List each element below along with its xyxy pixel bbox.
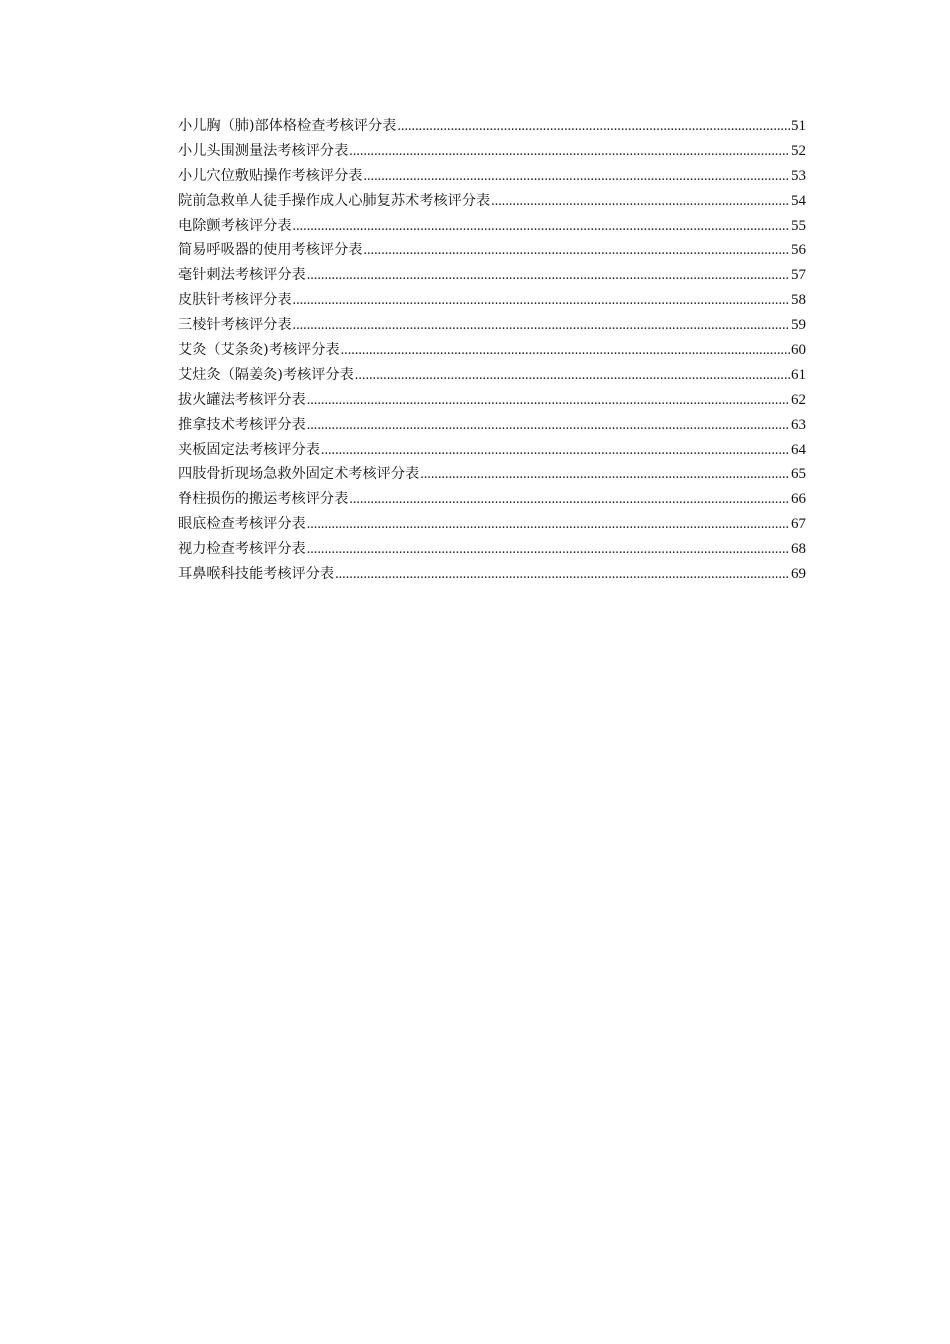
toc-entry-title: 夹板固定法考核评分表 [178, 441, 320, 458]
toc-entry-page: 63 [791, 416, 806, 433]
toc-dot-leader [321, 438, 790, 463]
toc-entry-page: 58 [791, 292, 806, 309]
toc-entry[interactable] [178, 238, 806, 263]
toc-entry[interactable] [178, 189, 806, 214]
toc-entry-page: 66 [791, 491, 806, 508]
toc-entry[interactable] [178, 164, 806, 189]
toc-entry-title: 电除颤考核评分表 [178, 217, 292, 234]
toc-entry-title: 拔火罐法考核评分表 [178, 391, 306, 408]
toc-entry[interactable] [178, 288, 806, 313]
toc-dot-leader [397, 114, 790, 139]
toc-entry[interactable] [178, 487, 806, 512]
toc-entry-title: 毫针刺法考核评分表 [178, 267, 306, 284]
toc-dot-leader [349, 487, 790, 512]
toc-entry-title: 艾灸（艾条灸)考核评分表 [178, 342, 340, 359]
toc-dot-leader [307, 537, 790, 562]
toc-entry-page: 69 [791, 566, 806, 583]
toc-entry-title: 小儿穴位敷贴操作考核评分表 [178, 167, 363, 184]
toc-entry[interactable] [178, 537, 806, 562]
toc-entry-page: 65 [791, 466, 806, 483]
toc-entry[interactable] [178, 388, 806, 413]
toc-entry-page: 64 [791, 441, 806, 458]
toc-entry-page: 62 [791, 391, 806, 408]
toc-entry-page: 56 [791, 242, 806, 259]
toc-entry-page: 53 [791, 167, 806, 184]
toc-entry-title: 艾炷灸（隔姜灸)考核评分表 [178, 366, 354, 383]
toc-entry[interactable] [178, 562, 806, 587]
table-of-contents [178, 114, 806, 587]
toc-entry-page: 55 [791, 217, 806, 234]
toc-dot-leader [307, 388, 790, 413]
toc-entry-page: 59 [791, 317, 806, 334]
toc-entry-page: 57 [791, 267, 806, 284]
toc-entry[interactable] [178, 512, 806, 537]
toc-entry[interactable] [178, 114, 806, 139]
toc-dot-leader [307, 413, 790, 438]
toc-dot-leader [491, 189, 790, 214]
toc-entry-title: 小儿胸（肺)部体格检查考核评分表 [178, 118, 397, 134]
toc-dot-leader [293, 313, 790, 338]
toc-dot-leader [307, 512, 790, 537]
toc-entry-page: 67 [791, 516, 806, 533]
toc-entry[interactable] [178, 214, 806, 239]
toc-dot-leader [363, 238, 790, 263]
toc-entry-page: 52 [791, 142, 806, 159]
toc-entry-title: 耳鼻喉科技能考核评分表 [178, 566, 335, 583]
toc-dot-leader [363, 164, 790, 189]
toc-entry-title: 脊柱损伤的搬运考核评分表 [178, 491, 349, 508]
toc-dot-leader [293, 214, 790, 239]
toc-entry[interactable] [178, 139, 806, 164]
toc-entry-page: 51 [791, 118, 806, 134]
toc-entry[interactable] [178, 263, 806, 288]
toc-entry[interactable] [178, 438, 806, 463]
toc-entry[interactable] [178, 313, 806, 338]
toc-entry-page: 54 [791, 192, 806, 209]
toc-dot-leader [335, 562, 790, 587]
toc-dot-leader [349, 139, 790, 164]
toc-entry-title: 皮肤针考核评分表 [178, 292, 292, 309]
toc-dot-leader [307, 263, 790, 288]
toc-entry-title: 视力检查考核评分表 [178, 541, 306, 558]
toc-dot-leader [420, 462, 790, 487]
toc-entry-title: 小儿头围测量法考核评分表 [178, 142, 349, 159]
toc-entry[interactable] [178, 462, 806, 487]
toc-entry-title: 眼底检查考核评分表 [178, 516, 306, 533]
toc-entry[interactable] [178, 363, 806, 388]
toc-dot-leader [293, 288, 790, 313]
toc-entry[interactable] [178, 338, 806, 363]
toc-entry-title: 推拿技术考核评分表 [178, 416, 306, 433]
toc-dot-leader [341, 338, 790, 363]
toc-entry-title: 四肢骨折现场急救外固定术考核评分表 [178, 466, 420, 483]
toc-entry-title: 院前急救单人徒手操作成人心肺复苏术考核评分表 [178, 192, 491, 209]
toc-entry-page: 61 [791, 366, 806, 383]
toc-entry[interactable] [178, 413, 806, 438]
toc-entry-title: 简易呼吸器的使用考核评分表 [178, 242, 363, 259]
toc-entry-title: 三棱针考核评分表 [178, 317, 292, 334]
toc-dot-leader [355, 363, 790, 388]
toc-entry-page: 68 [791, 541, 806, 558]
toc-entry-page: 60 [791, 342, 806, 359]
